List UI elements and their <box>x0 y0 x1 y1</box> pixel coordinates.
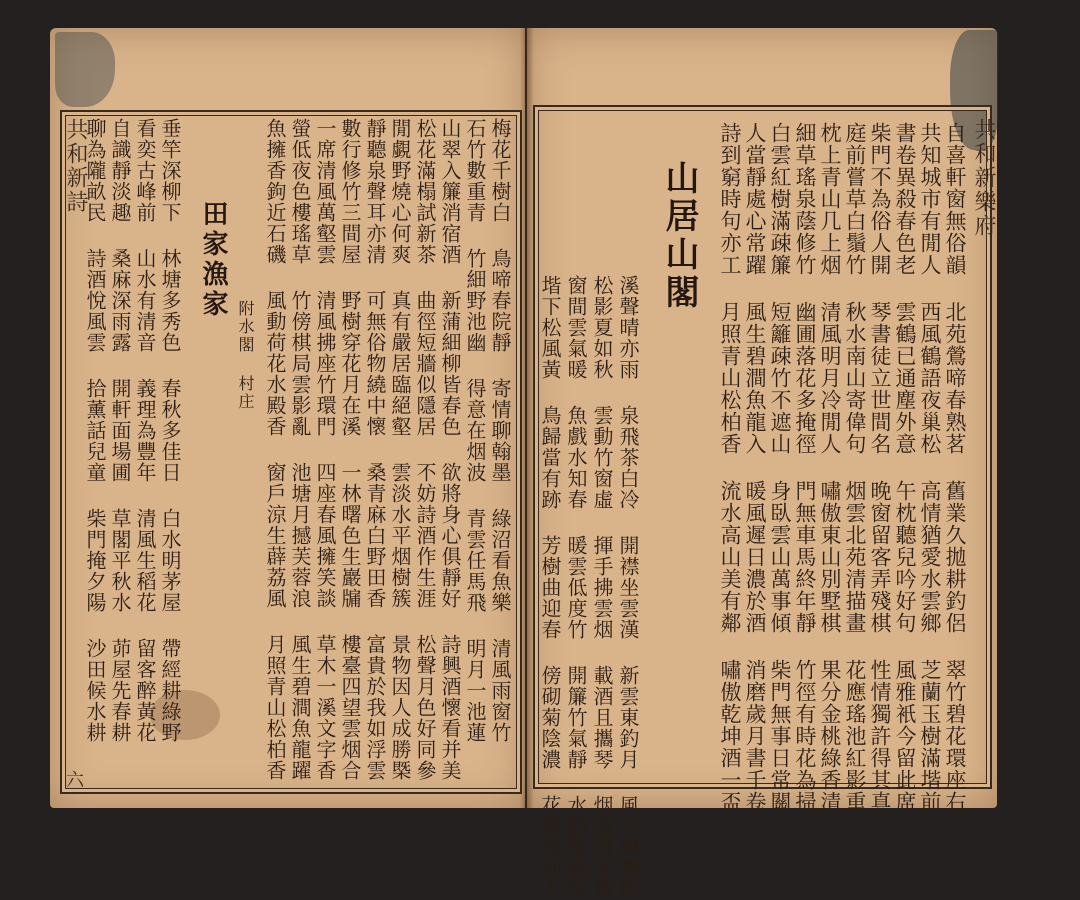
poem-a-col: 枕上青山几上烟 清風明月冷閒人 嘯傲東山別墅棋 果分金桃綠香清 <box>818 122 842 813</box>
poem-a-col: 細草瑤泉蔭修竹 幽圃落花多掩徑 門無車馬終年靜 竹徑有時花為掃 <box>793 122 817 813</box>
left-page-margin-label: 共和新詩 <box>63 118 88 214</box>
poem-b-col: 窗間雲氣暖 魚戲水知春 暖雲低度竹 開簾竹氣靜 水靜魚吞浪 <box>564 275 588 900</box>
poem-b-col: 堦下松風黃 鳥歸當有跡 芳樹曲迎春 傍砌菊陰濃 花繁鳥抑人 <box>538 275 562 900</box>
poem-c-col: 梅花千樹白 鳥啼春院靜 寄情聊翰墨 綠沼看魚樂 清風雨窗竹 <box>488 118 512 743</box>
poem-a-col: 共知城市有閒人 西風鶴語夜巢松 高情猶愛水雲鄉 芝蘭玉樹滿堦前 <box>918 122 942 813</box>
poem-a-col: 白雲紅樹滿疎簾 短籬疎竹不遮山 身臥雲山萬事傾 柴門無事日常關 <box>768 122 792 813</box>
poem-d-col: 看奕古峰前 山水有清音 義理為豐年 清風生稻花 留客醉黃花 <box>133 118 157 743</box>
poem-c-col: 一席清風萬壑雲 清風拂座竹環門 四座春風擁笑談 草木一溪文字香 <box>313 118 337 781</box>
poem-c-col: 魚擁香鉤近石磯 風動荷花水殿香 窗戶涼生薜荔風 月照青山松柏香 <box>263 118 287 781</box>
poem-a-col: 庭前嘗草白鬚竹 秋水南山寄偉句 烟雲北苑清描畫 花應瑤池紅影重 <box>843 122 867 813</box>
book-spine <box>520 28 534 808</box>
section-title-tianjia: 田家漁家 <box>198 200 228 320</box>
poem-d-col: 自識靜淡趣 桑麻深雨露 開軒面場圃 草閣平秋水 茆屋先春耕 <box>108 118 132 743</box>
poem-a-col: 人當靜處心常躍 風生碧澗魚龍入 暖風遲日濃於酒 消磨歲月書千卷 <box>743 122 767 813</box>
poem-a-col: 自喜軒窗無俗韻 北苑鶯啼春熟茗 舊業久拋耕釣侶 翠竹碧花環座右 <box>943 122 967 813</box>
poem-b-col: 松影夏如秋 雲動竹窗虛 揮手拂雲烟 載酒且攜琴 烟霞得性情 <box>590 275 614 900</box>
poem-a-col: 詩到窮時句亦工 月照青山松柏香 流水高山美有鄰 嘯傲乾坤酒一盃 <box>718 122 742 813</box>
poem-d-col: 聊為隴畝民 詩酒悅風雲 拾薰話兒童 柴門掩夕陽 沙田候水耕 <box>83 118 107 743</box>
section-note: 附水閣 村庄 <box>236 300 255 411</box>
page-number: 六 <box>63 770 84 790</box>
poem-d-col: 垂竿深柳下 林塘多秀色 春秋多佳日 白水明茅屋 帶經耕綠野 <box>158 118 182 743</box>
poem-c-col: 閒覷野燒心何爽 真有嚴居臨絕壑 雲淡水平烟樹簇 景物因人成勝槩 <box>388 118 412 781</box>
poem-c-col: 靜聽泉聲耳亦清 可無俗物繞中懷 桑青麻白野田香 富貴於我如浮雲 <box>363 118 387 781</box>
poem-c-col: 數行修竹三間屋 野樹穿花月在溪 一林曙色生巖牖 樓臺四望雲烟合 <box>338 118 362 781</box>
right-page-margin-label: 共和新樂府 <box>971 118 996 238</box>
section-title-shanju: 山居山閣 <box>659 160 699 312</box>
poem-a-col: 柴門不為俗人開 琴書徒立世間名 晚窗留客弄殘棋 性情獨許得其真 <box>868 122 892 813</box>
worn-corner-top-left <box>55 32 115 107</box>
poem-c-col: 螢低夜色樓瑤草 竹傍棋局雲影亂 池塘月撼芙蓉浪 風生碧澗魚龍躍 <box>288 118 312 781</box>
poem-c-col: 山翠入簾消宿酒 新蒲細柳皆春色 欲將身心俱靜好 詩興酒懷看并美 <box>438 118 462 781</box>
poem-c-col: 松花滿榻試新茶 曲徑短牆似隱居 不妨詩酒作生涯 松聲月色好同參 <box>413 118 437 781</box>
poem-a-col: 書卷異殺春色老 雲鶴已通塵外意 午枕聽兒吟好句 風雅衹今留此席 <box>893 122 917 813</box>
poem-b-col: 溪聲晴亦雨 泉飛茶白冷 開襟坐雲漢 新雲東釣月 風月暢懷抱 <box>616 275 640 900</box>
poem-c-col: 石竹數重青 竹細野池幽 得意在烟波 青雲任馬飛 明月一池蓮 <box>463 118 487 743</box>
